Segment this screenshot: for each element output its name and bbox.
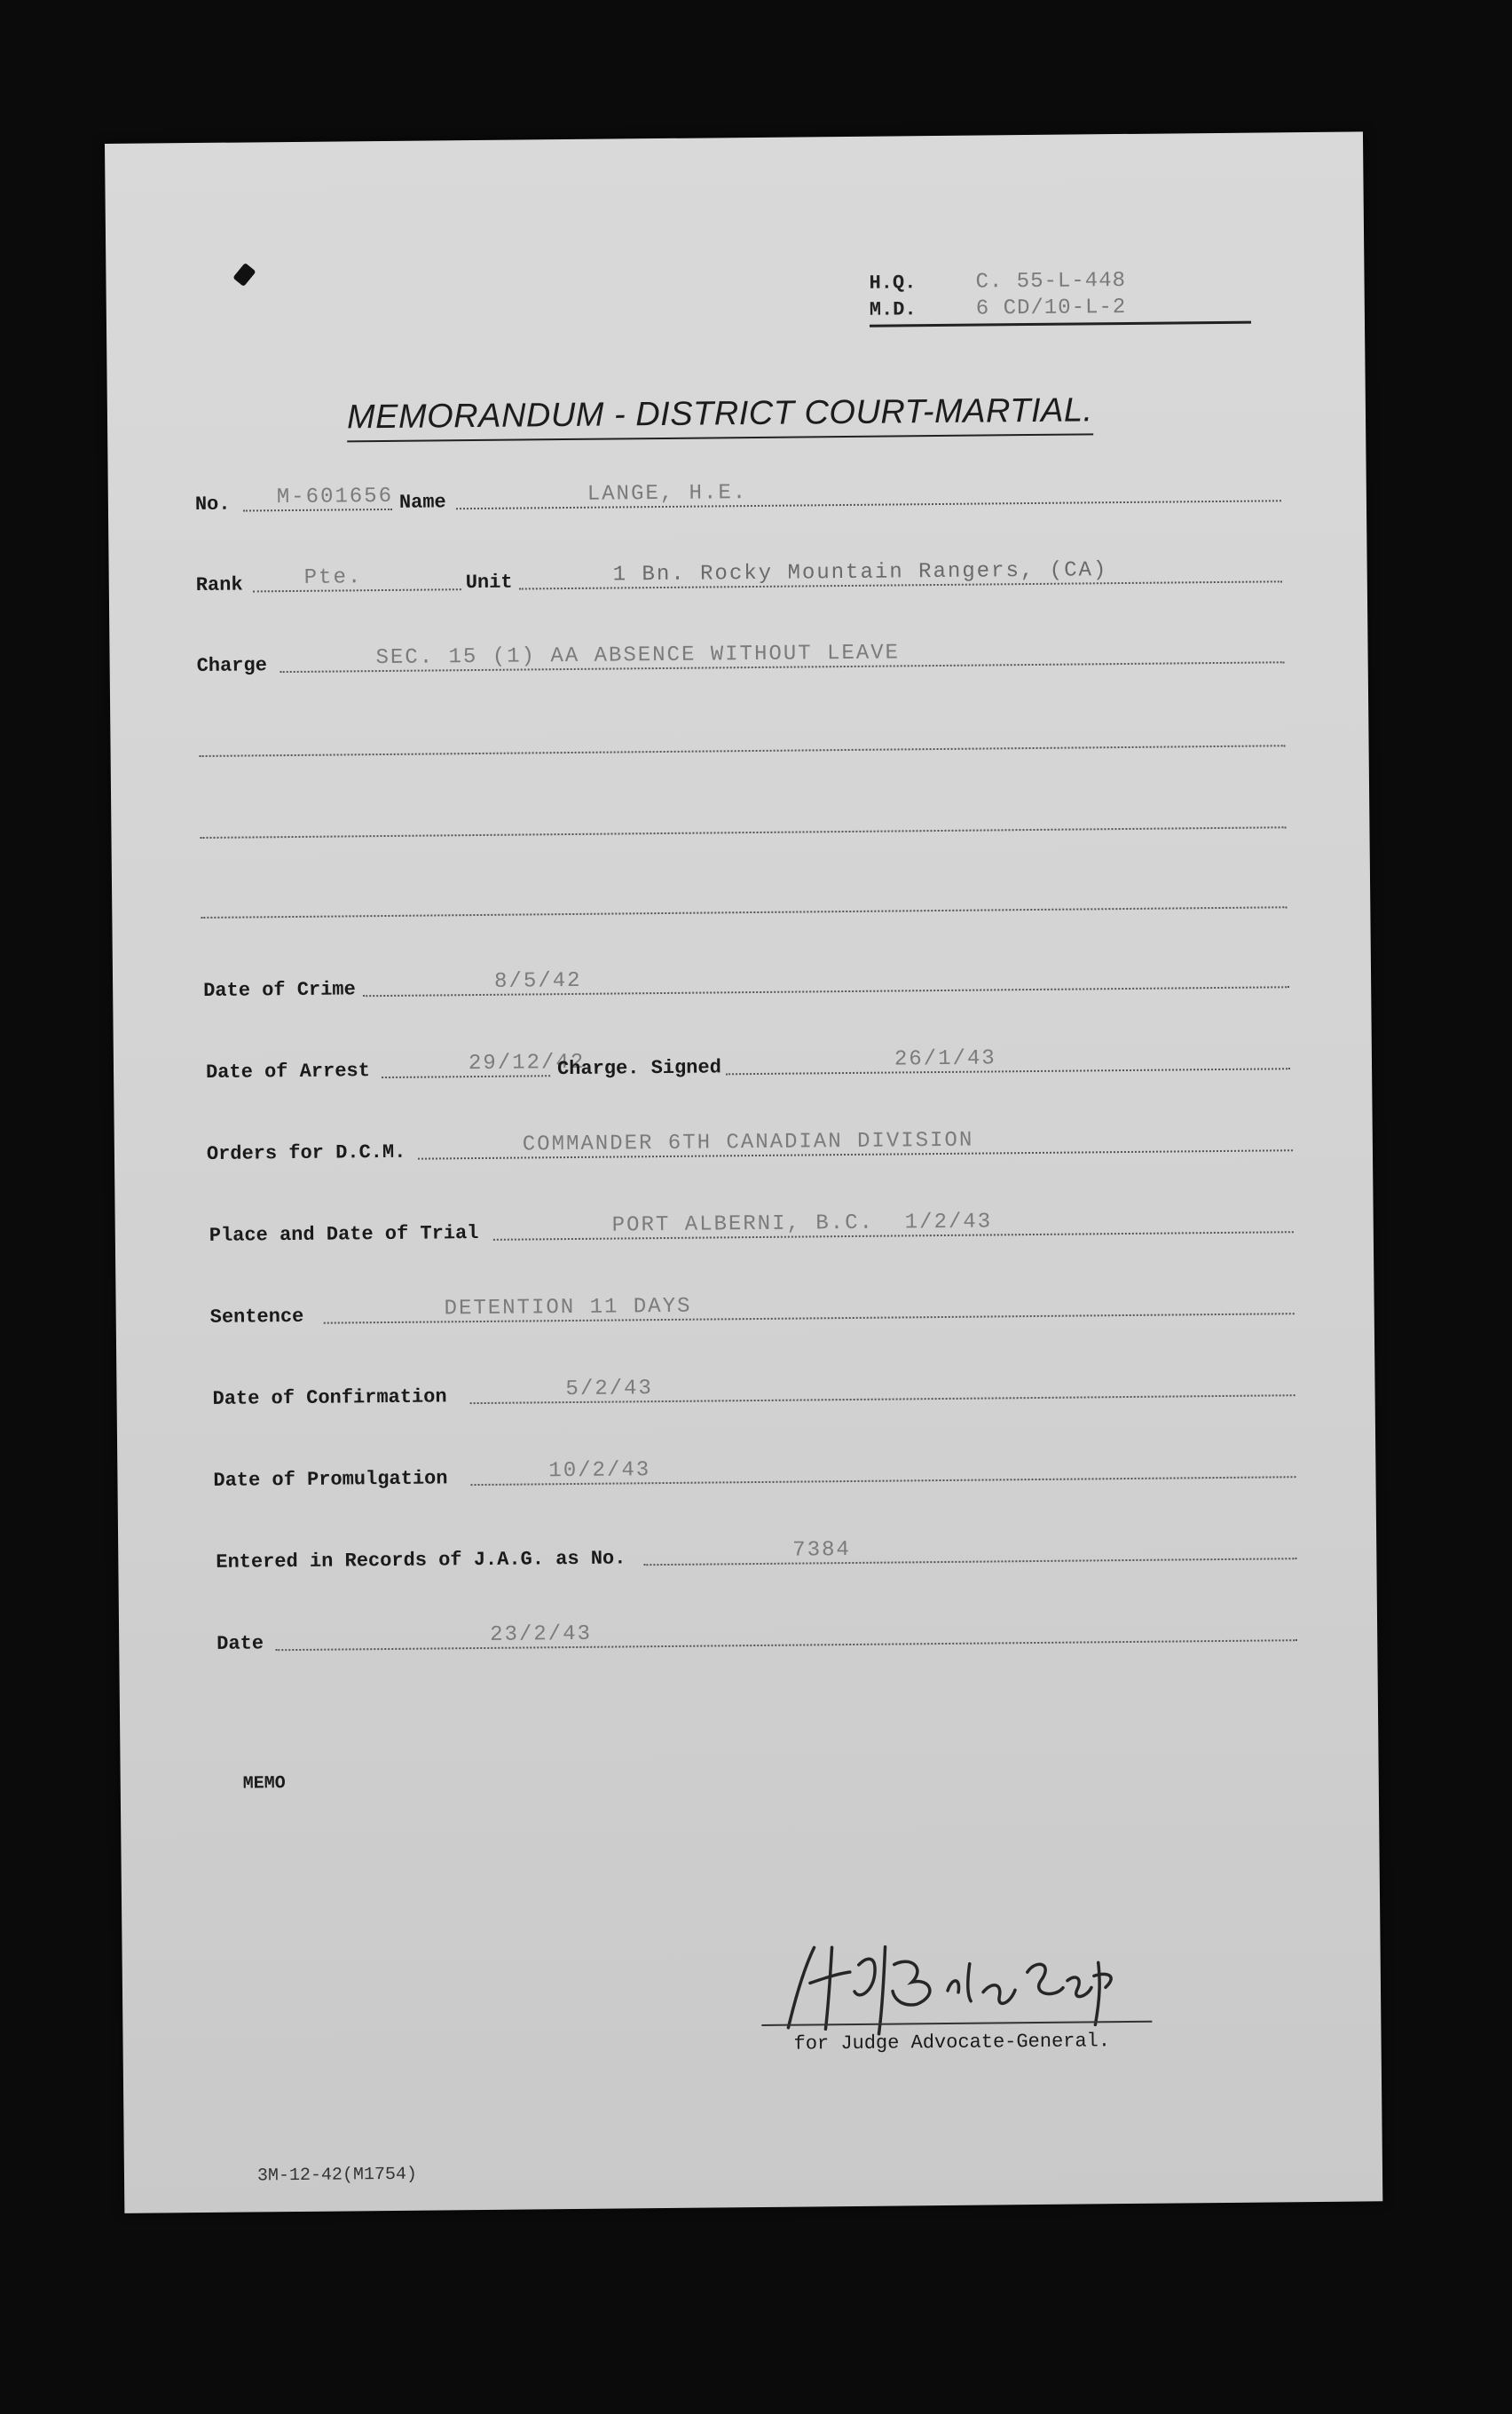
date-dots <box>275 1639 1297 1651</box>
field-place-date-trial <box>115 1203 1374 1251</box>
jag-label: Entered in Records of J.A.G. as No. <box>216 1547 626 1574</box>
charge-signed-label: Charge. Signed <box>556 1056 721 1081</box>
field-orders <box>114 1122 1373 1170</box>
field-date-of-crime <box>113 958 1371 1006</box>
handwritten-signature <box>769 1927 1143 2046</box>
confirmation-value: 5/2/43 <box>565 1377 654 1402</box>
place-date-label: Place and Date of Trial <box>209 1222 479 1247</box>
field-confirmation <box>116 1367 1374 1415</box>
place-value: PORT ALBERNI, B.C. <box>611 1211 875 1238</box>
hq-value: C. 55-L-448 <box>975 268 1127 295</box>
orders-value: COMMANDER 6TH CANADIAN DIVISION <box>522 1128 974 1157</box>
rank-label: Rank <box>195 573 243 597</box>
charge-signed-dots <box>726 1068 1290 1075</box>
orders-label: Orders for D.C.M. <box>206 1140 406 1165</box>
jag-value: 7384 <box>792 1538 851 1563</box>
memo-label: MEMO <box>242 1773 286 1795</box>
charge-signed-value: 26/1/43 <box>894 1046 996 1072</box>
hq-label: H.Q. <box>869 271 917 295</box>
no-label: No. <box>194 493 231 517</box>
md-value: 6 CD/10-L-2 <box>975 295 1127 321</box>
punch-mark <box>232 263 256 287</box>
unit-label: Unit <box>465 571 513 595</box>
field-no-name <box>108 472 1366 520</box>
jag-dots <box>643 1558 1296 1566</box>
signature-caption: for Judge Advocate-General. <box>793 2030 1111 2055</box>
name-dots <box>456 500 1281 509</box>
charge-blank-line-3 <box>201 906 1287 919</box>
field-date-of-arrest <box>114 1040 1372 1088</box>
field-jag-record <box>118 1530 1376 1578</box>
date-of-arrest-value: 29/12/42 <box>468 1050 586 1077</box>
unit-value: 1 Bn. Rocky Mountain Rangers, (CA) <box>612 558 1108 588</box>
charge-blank-line-1 <box>200 745 1286 757</box>
charge-label: Charge <box>196 654 267 678</box>
date-of-arrest-dots <box>382 1075 550 1078</box>
field-charge <box>109 634 1367 682</box>
field-sentence <box>115 1285 1374 1333</box>
name-label: Name <box>398 491 446 514</box>
date-value: 23/2/43 <box>490 1621 593 1647</box>
promulgation-label: Date of Promulgation <box>213 1467 448 1492</box>
name-value: LANGE, H.E. <box>587 481 748 507</box>
field-date <box>119 1612 1377 1660</box>
confirmation-label: Date of Confirmation <box>212 1385 447 1410</box>
md-label: M.D. <box>869 297 917 321</box>
trial-date-value: 1/2/43 <box>904 1210 993 1235</box>
date-label: Date <box>217 1632 264 1655</box>
charge-blank-line-2 <box>201 826 1287 839</box>
promulgation-value: 10/2/43 <box>548 1458 651 1484</box>
field-rank-unit <box>109 553 1367 601</box>
form-number: 3M-12-42(M1754) <box>256 2164 418 2187</box>
reference-block <box>869 267 1126 323</box>
date-of-crime-value: 8/5/42 <box>493 968 582 994</box>
date-of-crime-label: Date of Crime <box>203 978 356 1002</box>
document-title: MEMORANDUM - DISTRICT COURT-MARTIAL. <box>347 391 1093 442</box>
no-value: M-601656 <box>276 484 394 510</box>
document-sheet <box>105 131 1382 2213</box>
rank-value: Pte. <box>303 565 363 590</box>
sentence-value: DETENTION 11 DAYS <box>444 1294 692 1321</box>
date-of-arrest-label: Date of Arrest <box>205 1060 371 1084</box>
sentence-label: Sentence <box>209 1305 304 1329</box>
charge-value: SEC. 15 (1) AA ABSENCE WITHOUT LEAVE <box>375 641 901 671</box>
field-promulgation <box>117 1448 1375 1496</box>
